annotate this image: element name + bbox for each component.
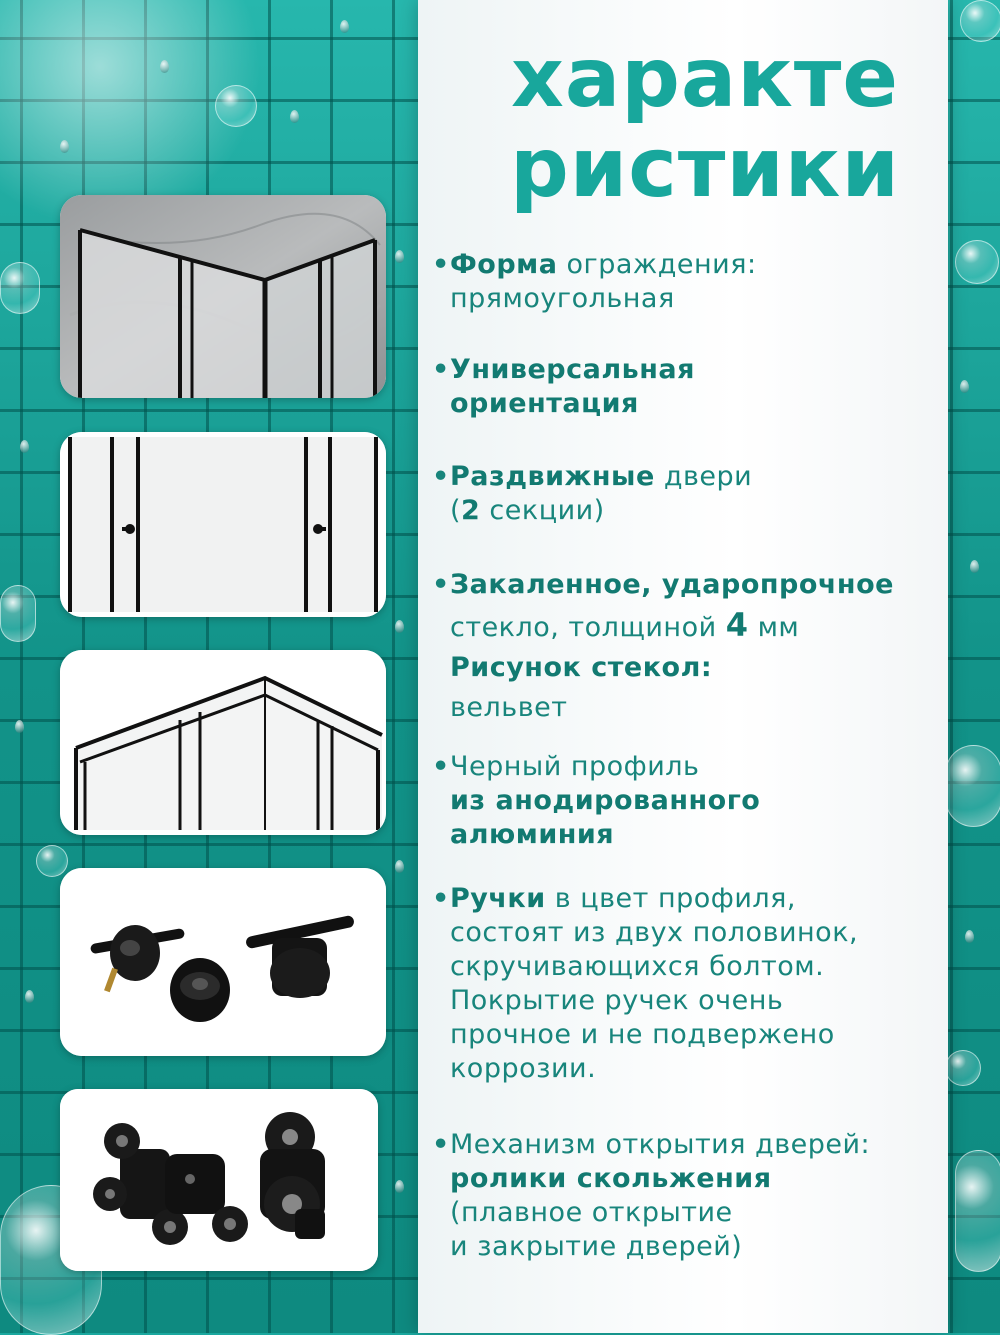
water-bubble (955, 1150, 1000, 1272)
feature-text: Покрытие ручек очень (450, 985, 784, 1016)
photo-sliding-doors (60, 432, 386, 617)
feature-item-orientation (432, 353, 947, 421)
water-drop (340, 20, 349, 33)
water-bubble (36, 845, 68, 877)
feature-label: Механизм открытия дверей: (450, 1129, 871, 1160)
bullet-icon: • (432, 354, 450, 385)
feature-item-mechanism (432, 1128, 947, 1264)
feature-value: ролики скольжения (450, 1163, 772, 1194)
handles-image (60, 868, 386, 1056)
bullet-icon: • (432, 569, 450, 600)
feature-text: ( (450, 495, 462, 526)
water-drop (60, 140, 69, 153)
handle-cap-icon (170, 958, 230, 1022)
water-bubble (955, 240, 999, 284)
feature-label: Закаленное, ударопрочное (450, 569, 894, 600)
feature-item-shape (432, 248, 947, 316)
feature-label: Универсальная (450, 354, 695, 385)
water-bubble (945, 745, 1000, 827)
water-bubble (945, 1050, 981, 1086)
feature-value: ориентация (450, 388, 639, 419)
feature-text: в цвет профиля, (545, 883, 796, 914)
shower-corner-image (60, 195, 386, 398)
feature-text: прочное и не подвержено (450, 1019, 835, 1050)
bullet-icon: • (432, 461, 450, 492)
glass-pattern-value: вельвет (450, 692, 568, 723)
bullet-icon: • (432, 249, 450, 280)
page-title-line-1: характе (510, 31, 900, 126)
photo-rollers (60, 1089, 378, 1271)
bullet-icon: • (432, 883, 450, 914)
photo-frame-outline (60, 650, 386, 835)
bullet-icon: • (432, 1129, 450, 1160)
feature-item-doors (432, 460, 947, 528)
bullet-icon: • (432, 751, 450, 782)
feature-label: Форма (450, 249, 558, 280)
feature-text: и закрытие дверей) (450, 1231, 743, 1262)
feature-value: алюминия (450, 819, 615, 850)
feature-value: из анодированного (450, 785, 761, 816)
water-drop (395, 860, 404, 873)
water-bubble (215, 85, 257, 127)
water-drop (395, 1180, 404, 1193)
sections-count: 2 (461, 495, 481, 526)
feature-label: Черный профиль (450, 751, 700, 782)
water-drop (25, 990, 34, 1003)
water-bubble (0, 262, 40, 314)
photo-handles (60, 868, 386, 1056)
feature-label: Ручки (450, 883, 546, 914)
feature-value: прямоугольная (450, 283, 675, 314)
feature-text: секции) (480, 495, 605, 526)
water-bubble (960, 0, 1000, 42)
water-drop (965, 930, 974, 943)
feature-item-glass (432, 568, 947, 725)
water-drop (290, 110, 299, 123)
photo-shower-corner (60, 195, 386, 398)
water-drop (395, 250, 404, 263)
feature-text: стекло, толщиной (450, 612, 726, 643)
feature-item-handles (432, 882, 947, 1086)
feature-text: двери (654, 461, 753, 492)
feature-text: состоят из двух половинок, (450, 917, 859, 948)
sliding-doors-image (60, 432, 386, 617)
page-title-line-2: ристики (510, 121, 900, 216)
water-drop (960, 380, 969, 393)
water-drop (970, 560, 979, 573)
feature-text: ограждения: (557, 249, 757, 280)
feature-item-profile (432, 750, 947, 852)
feature-text: скручивающихся болтом. (450, 951, 825, 982)
water-drop (395, 620, 404, 633)
glass-pattern-label: Рисунок стекол: (450, 652, 713, 683)
water-drop (20, 440, 29, 453)
feature-text: (плавное открытие (450, 1197, 733, 1228)
water-bubble (0, 585, 36, 642)
feature-text: коррозии. (450, 1053, 597, 1084)
water-drop (160, 60, 169, 73)
rollers-image (60, 1089, 378, 1271)
glass-thickness: 4 (725, 606, 749, 644)
frame-outline-image (60, 650, 386, 835)
water-drop (15, 720, 24, 733)
feature-text: мм (748, 612, 800, 643)
feature-label: Раздвижные (450, 461, 655, 492)
